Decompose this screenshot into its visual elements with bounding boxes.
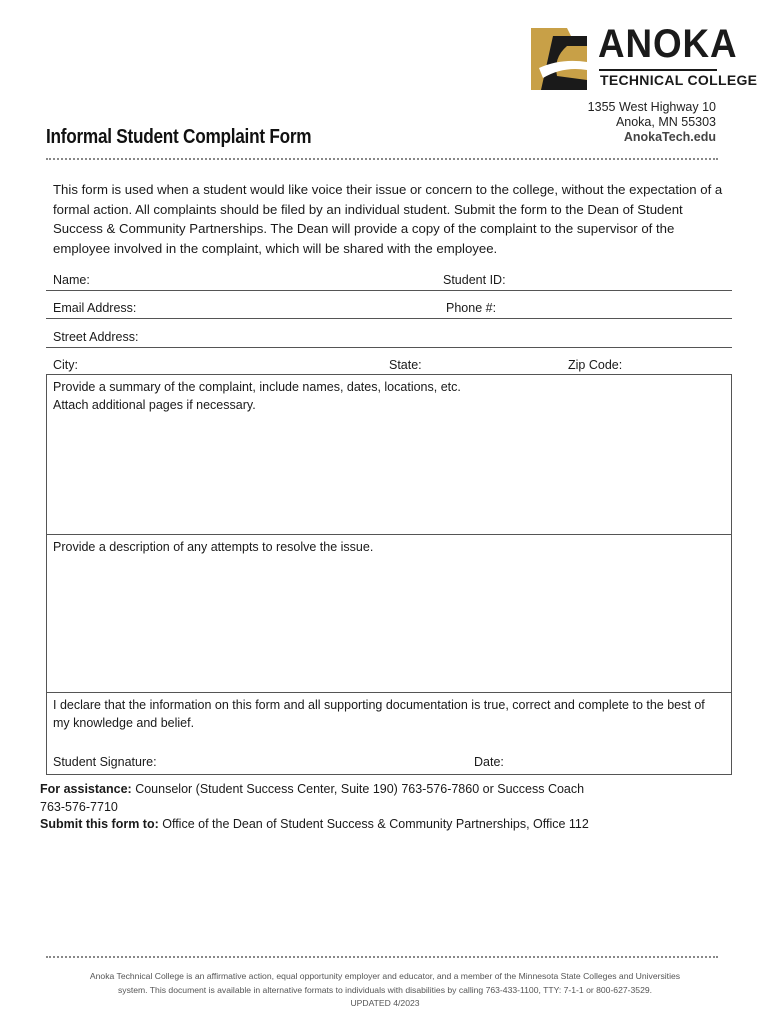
- street-row-line[interactable]: [46, 347, 732, 348]
- summary-instruction: [53, 379, 461, 414]
- name-label: Name:: [53, 273, 90, 287]
- state-label: State:: [389, 358, 422, 372]
- assistance-phone: 763-576-7710: [40, 799, 118, 814]
- resolve-instruction: Provide a description of any attempts to resolve the issue.: [53, 540, 374, 554]
- name-row-line[interactable]: [46, 290, 732, 291]
- footer-notice: [40, 970, 730, 1011]
- college-address: [588, 100, 716, 145]
- college-logo-mark-icon: [531, 28, 587, 90]
- address-street: 1355 West Highway 10: [587, 100, 716, 114]
- complaint-summary-box[interactable]: [46, 374, 732, 535]
- zip-label: Zip Code:: [568, 358, 623, 372]
- footer-line-1: Anoka Technical College is an affirmative action, equal opportunity employer and educator, and a member of the Minnesota State Colleges and Universities: [89, 971, 681, 981]
- submit-label: Submit this form to:: [40, 817, 159, 831]
- submit-line: [40, 816, 640, 834]
- footer-updated: UPDATED 4/2023: [350, 998, 420, 1008]
- assistance-line: [40, 781, 640, 799]
- intro-paragraph: This form is used when a student would like voice their issue or concern to the college, without the expectation of a formal action. All complaints should be filed by an individual student. Submit the form to the Dean of Student Success & Community Partnerships. The Dean will provide a copy of the complaint to the supervisor of the employee involved in the complaint, which will be shared with the employee.: [53, 182, 723, 256]
- declaration-text: I declare that the information on this form and all supporting documentation is true, correct and complete to the best of my knowledge and belief.: [53, 698, 705, 730]
- college-website: AnokaTech.edu: [623, 130, 716, 144]
- email-label: Email Address:: [53, 301, 137, 315]
- logo-wordmark: ANOKA: [598, 22, 738, 66]
- signature-label: Student Signature:: [53, 755, 157, 769]
- assistance-text: Counselor (Student Success Center, Suite 190) 763-576-7860 or Success Coach: [135, 782, 585, 796]
- date-field[interactable]: [510, 756, 710, 772]
- submit-text: Office of the Dean of Student Success & Community Partnerships, Office 112: [162, 817, 589, 831]
- street-label: Street Address:: [53, 330, 139, 344]
- footer-divider: [46, 956, 718, 958]
- city-label: City:: [53, 358, 78, 372]
- email-row-line[interactable]: [46, 318, 732, 319]
- logo-subtitle: TECHNICAL COLLEGE: [600, 72, 758, 88]
- assistance-section: [40, 781, 640, 834]
- signature-field[interactable]: [170, 756, 410, 772]
- date-label: Date:: [474, 755, 504, 769]
- assistance-label: For assistance:: [40, 782, 132, 796]
- student-id-label: Student ID:: [443, 273, 506, 287]
- address-city: Anoka, MN 55303: [615, 115, 716, 129]
- page-title: Informal Student Complaint Form: [46, 126, 312, 148]
- title-divider: [46, 158, 718, 160]
- attach-note: Attach additional pages if necessary.: [53, 397, 256, 412]
- phone-label: Phone #:: [446, 301, 497, 315]
- summary-line: Provide a summary of the complaint, include names, dates, locations, etc.: [53, 380, 461, 394]
- footer-line-2: system. This document is available in alternative formats to individuals with disabilities by calling 763-433-1100, TTY: 7-1-1 or 800-627-3529.: [117, 984, 653, 995]
- logo-divider: [599, 69, 717, 71]
- resolution-attempts-box[interactable]: [46, 534, 732, 693]
